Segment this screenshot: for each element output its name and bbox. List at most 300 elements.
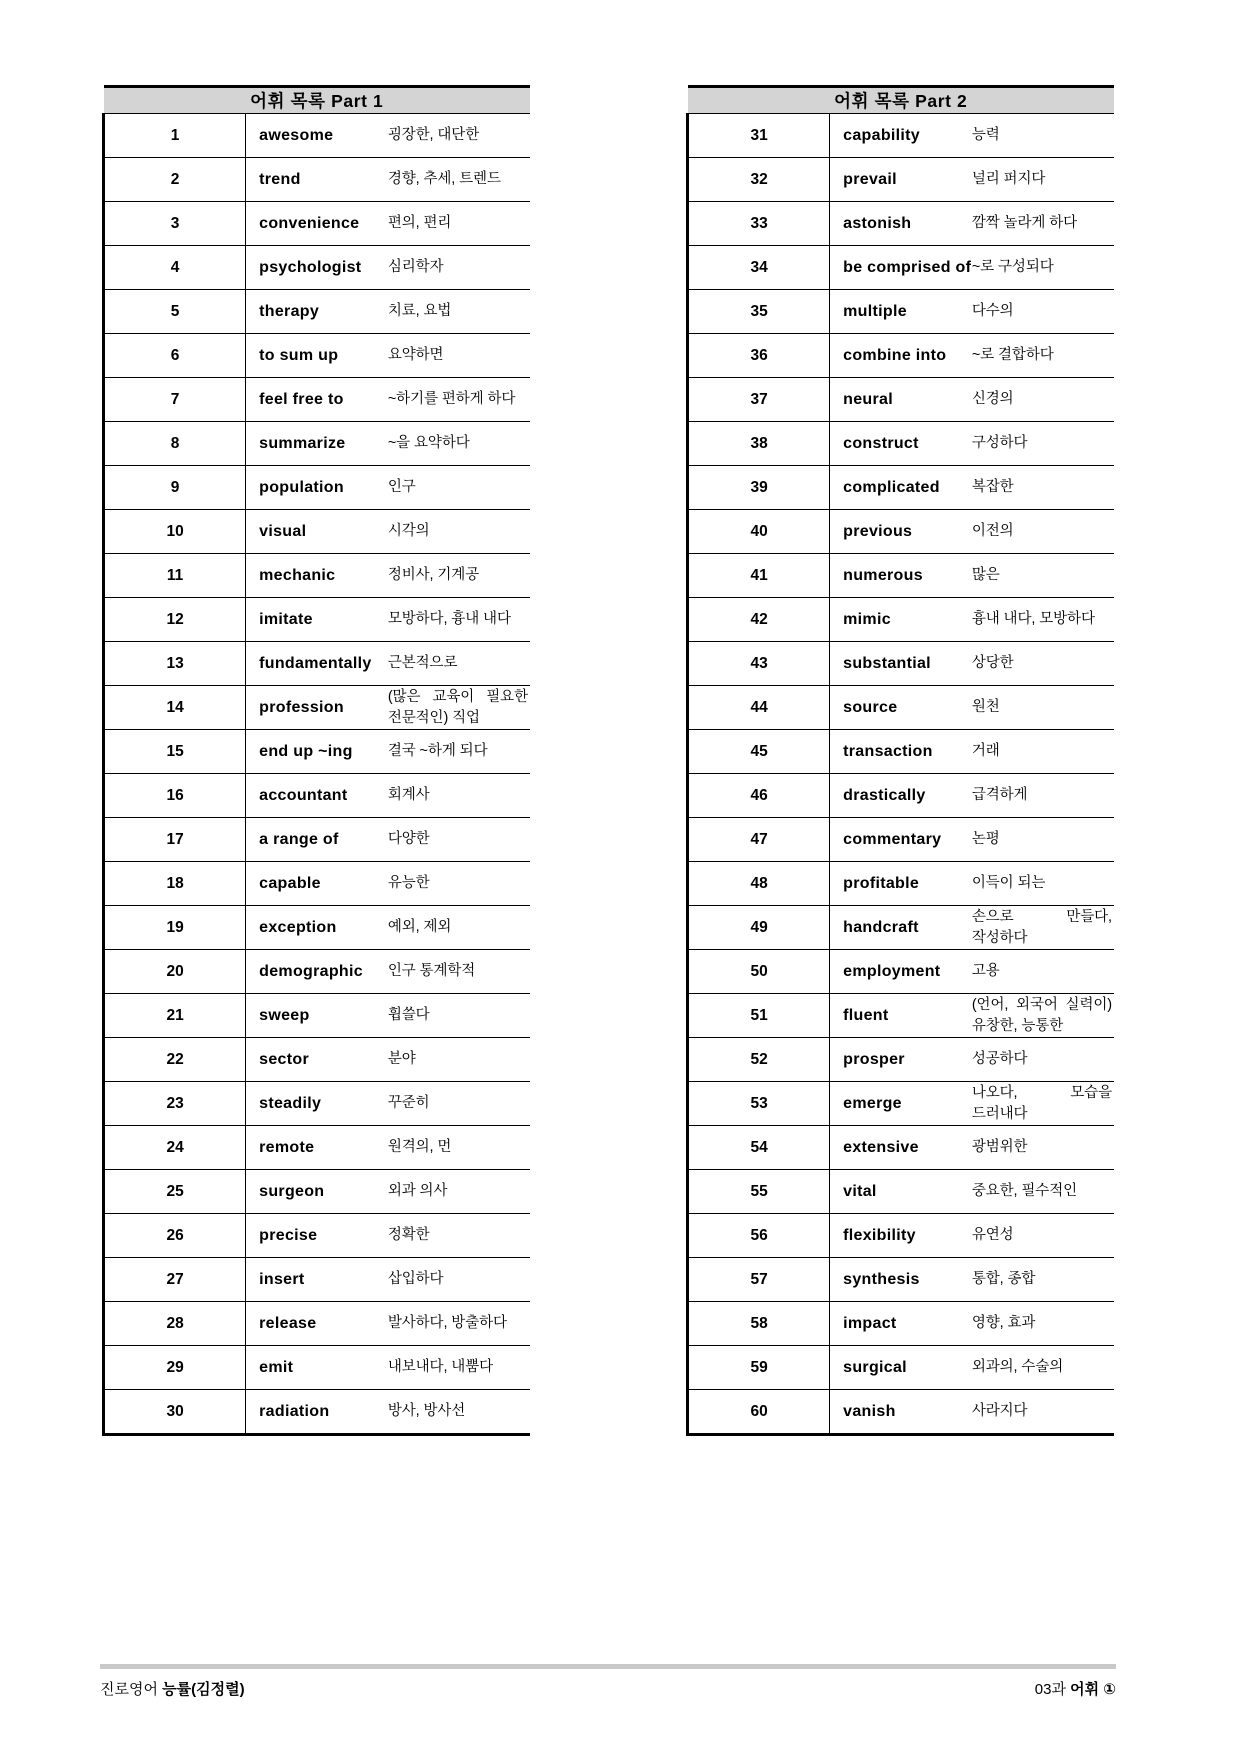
table-row [688, 1302, 1115, 1346]
definition-text: 모방하다, 흉내 내다 [387, 611, 511, 628]
vocabulary-word: mimic [830, 598, 972, 642]
vocabulary-definition [388, 378, 530, 422]
table-row [104, 1258, 531, 1302]
definition-text: ~로 구성되다 [971, 259, 1054, 276]
vocabulary-definition [388, 510, 530, 554]
definition-text: 다양한 [387, 831, 430, 848]
vocabulary-definition [388, 554, 530, 598]
definition-text: 구성하다 [971, 435, 1028, 452]
page-footer [100, 1678, 1116, 1699]
vocabulary-definition [388, 246, 530, 290]
table-header-row [688, 87, 1115, 114]
table-row [104, 1170, 531, 1214]
definition-text: ~하기를 편하게 하다 [387, 391, 516, 408]
table-row [104, 114, 531, 158]
vocabulary-definition [388, 730, 530, 774]
vocabulary-definition [972, 290, 1114, 334]
definition-text: 원격의, 먼 [387, 1139, 452, 1156]
vocabulary-word: fundamentally [246, 642, 388, 686]
footer-lesson-label: 03과 [1034, 1681, 1071, 1698]
row-number: 2 [104, 158, 246, 202]
vocabulary-definition [972, 202, 1114, 246]
vocabulary-word: employment [830, 950, 972, 994]
row-number: 55 [688, 1170, 830, 1214]
definition-text: 삽입하다 [387, 1271, 444, 1288]
table-row [688, 1346, 1115, 1390]
vocabulary-columns [102, 85, 1114, 1436]
definition-text: 급격하게 [971, 787, 1028, 804]
row-number: 48 [688, 862, 830, 906]
vocabulary-word: radiation [246, 1390, 388, 1435]
vocabulary-definition [388, 1302, 530, 1346]
vocabulary-word: source [830, 686, 972, 730]
definition-text: 휩쓸다 [387, 1007, 430, 1024]
vocabulary-word: convenience [246, 202, 388, 246]
vocabulary-definition [388, 1390, 530, 1435]
vocabulary-word: steadily [246, 1082, 388, 1126]
table-row [104, 422, 531, 466]
vocabulary-word: drastically [830, 774, 972, 818]
table-row [688, 818, 1115, 862]
row-number: 9 [104, 466, 246, 510]
definition-text: 광범위한 [971, 1139, 1028, 1156]
row-number: 19 [104, 906, 246, 950]
row-number: 50 [688, 950, 830, 994]
vocabulary-word: insert [246, 1258, 388, 1302]
vocabulary-word: awesome [246, 114, 388, 158]
table-row [104, 246, 531, 290]
vocabulary-definition [972, 774, 1114, 818]
vocabulary-definition [972, 906, 1114, 950]
vocabulary-word: profession [246, 686, 388, 730]
vocabulary-word: demographic [246, 950, 388, 994]
table-header-row [104, 87, 531, 114]
vocabulary-word: fluent [830, 994, 972, 1038]
definition-text: 유능한 [387, 875, 430, 892]
row-number: 44 [688, 686, 830, 730]
vocabulary-definition [388, 774, 530, 818]
table-row [104, 1346, 531, 1390]
vocabulary-word: imitate [246, 598, 388, 642]
vocabulary-definition [972, 642, 1114, 686]
vocabulary-word: visual [246, 510, 388, 554]
definition-text: 성공하다 [971, 1051, 1028, 1068]
vocabulary-definition [972, 422, 1114, 466]
row-number: 8 [104, 422, 246, 466]
definition-text: 꾸준히 [387, 1095, 430, 1112]
vocabulary-definition [388, 1346, 530, 1390]
table-row [688, 950, 1115, 994]
row-number: 33 [688, 202, 830, 246]
table-row [104, 290, 531, 334]
vocabulary-word: astonish [830, 202, 972, 246]
table-row [688, 246, 1115, 290]
row-number: 47 [688, 818, 830, 862]
vocabulary-word: release [246, 1302, 388, 1346]
row-number: 28 [104, 1302, 246, 1346]
definition-text: 예외, 제외 [387, 919, 452, 936]
vocabulary-word: prevail [830, 158, 972, 202]
row-number: 60 [688, 1390, 830, 1435]
vocabulary-word: surgical [830, 1346, 972, 1390]
table-row [104, 950, 531, 994]
table-row [104, 554, 531, 598]
row-number: 25 [104, 1170, 246, 1214]
row-number: 30 [104, 1390, 246, 1435]
definition-text: (언어, 외국어 실력이) 유창한, 능통한 [971, 996, 1112, 1034]
vocabulary-table-part1 [102, 85, 530, 1436]
vocabulary-definition [972, 510, 1114, 554]
table-row [688, 554, 1115, 598]
vocabulary-definition [972, 1346, 1114, 1390]
vocabulary-word: psychologist [246, 246, 388, 290]
table-row [688, 378, 1115, 422]
vocabulary-word: vanish [830, 1390, 972, 1435]
table-row [104, 158, 531, 202]
row-number: 37 [688, 378, 830, 422]
row-number: 38 [688, 422, 830, 466]
definition-text: 분야 [387, 1051, 416, 1068]
vocabulary-definition [972, 1302, 1114, 1346]
row-number: 41 [688, 554, 830, 598]
table-body [104, 87, 531, 114]
vocabulary-word: precise [246, 1214, 388, 1258]
vocabulary-word: remote [246, 1126, 388, 1170]
row-number: 20 [104, 950, 246, 994]
row-number: 29 [104, 1346, 246, 1390]
table-row [104, 774, 531, 818]
row-number: 35 [688, 290, 830, 334]
definition-text: 통합, 종합 [971, 1271, 1036, 1288]
row-number: 21 [104, 994, 246, 1038]
vocabulary-word: surgeon [246, 1170, 388, 1214]
footer-left-text [100, 1678, 245, 1699]
definition-text: 유연성 [971, 1227, 1014, 1244]
table-row [688, 466, 1115, 510]
vocabulary-definition [388, 334, 530, 378]
definition-text: 근본적으로 [387, 655, 458, 672]
vocabulary-word: previous [830, 510, 972, 554]
definition-text: 원천 [971, 699, 1000, 716]
vocabulary-definition [388, 1126, 530, 1170]
table-row [688, 1214, 1115, 1258]
table-row [688, 994, 1115, 1038]
table-row [688, 1038, 1115, 1082]
row-number: 32 [688, 158, 830, 202]
definition-text: 심리학자 [387, 259, 444, 276]
footer-divider [100, 1664, 1116, 1669]
vocabulary-definition [388, 1214, 530, 1258]
vocabulary-word: prosper [830, 1038, 972, 1082]
vocabulary-definition [972, 950, 1114, 994]
table-title: 어휘 목록 Part 2 [688, 87, 1115, 114]
table-row [104, 686, 531, 730]
vocabulary-definition [972, 686, 1114, 730]
row-number: 27 [104, 1258, 246, 1302]
definition-text: 내보내다, 내뿜다 [387, 1359, 494, 1376]
row-number: 24 [104, 1126, 246, 1170]
row-number: 16 [104, 774, 246, 818]
row-number: 22 [104, 1038, 246, 1082]
table-title: 어휘 목록 Part 1 [104, 87, 531, 114]
definition-text: 외과의, 수술의 [971, 1359, 1064, 1376]
vocabulary-definition [388, 950, 530, 994]
definition-text: ~을 요약하다 [387, 435, 470, 452]
vocabulary-word: be comprised of [830, 246, 972, 290]
definition-text: 신경의 [971, 391, 1014, 408]
vocabulary-definition [972, 994, 1114, 1038]
vocabulary-word: flexibility [830, 1214, 972, 1258]
table-row [688, 598, 1115, 642]
table-row [688, 906, 1115, 950]
vocabulary-word: end up ~ing [246, 730, 388, 774]
table-row [104, 818, 531, 862]
row-number: 43 [688, 642, 830, 686]
vocabulary-word: accountant [246, 774, 388, 818]
table-row [688, 730, 1115, 774]
row-number: 52 [688, 1038, 830, 1082]
vocabulary-word: transaction [830, 730, 972, 774]
table-header-group [688, 87, 1115, 114]
vocabulary-word: vital [830, 1170, 972, 1214]
table-row [688, 774, 1115, 818]
vocabulary-definition [388, 1038, 530, 1082]
vocabulary-definition [388, 818, 530, 862]
vocabulary-definition [388, 290, 530, 334]
table-row [688, 686, 1115, 730]
table-row [688, 290, 1115, 334]
vocabulary-definition [388, 598, 530, 642]
definition-text: 경향, 추세, 트렌드 [387, 171, 501, 188]
definition-text: 요약하면 [387, 347, 444, 364]
vocabulary-word: neural [830, 378, 972, 422]
definition-text: 방사, 방사선 [387, 1403, 466, 1420]
row-number: 4 [104, 246, 246, 290]
definition-text: 발사하다, 방출하다 [387, 1315, 507, 1332]
vocabulary-word: profitable [830, 862, 972, 906]
definition-text: 굉장한, 대단한 [387, 127, 480, 144]
definition-text: 능력 [971, 127, 1000, 144]
vocabulary-definition [388, 466, 530, 510]
row-number: 12 [104, 598, 246, 642]
table-row [104, 1390, 531, 1435]
footer-course-label: 진로영어 [100, 1681, 163, 1698]
row-number: 56 [688, 1214, 830, 1258]
vocabulary-word: multiple [830, 290, 972, 334]
row-number: 45 [688, 730, 830, 774]
vocabulary-word: numerous [830, 554, 972, 598]
row-number: 40 [688, 510, 830, 554]
vocabulary-word: substantial [830, 642, 972, 686]
vocabulary-word: emerge [830, 1082, 972, 1126]
table-row [688, 1258, 1115, 1302]
table-row [104, 906, 531, 950]
table-row [104, 378, 531, 422]
vocabulary-definition [388, 862, 530, 906]
vocabulary-table-part2 [686, 85, 1114, 1436]
table-row [104, 862, 531, 906]
row-number: 14 [104, 686, 246, 730]
definition-text: 논평 [971, 831, 1000, 848]
vocabulary-word: construct [830, 422, 972, 466]
vocabulary-definition [388, 158, 530, 202]
vocabulary-definition [388, 1082, 530, 1126]
vocabulary-definition [972, 466, 1114, 510]
table-row [104, 598, 531, 642]
vocabulary-definition [972, 598, 1114, 642]
vocabulary-word: exception [246, 906, 388, 950]
definition-text: 치료, 요법 [387, 303, 452, 320]
definition-text: 거래 [971, 743, 1000, 760]
vocabulary-definition [972, 730, 1114, 774]
definition-text: 상당한 [971, 655, 1014, 672]
table-row [688, 1390, 1115, 1435]
row-number: 34 [688, 246, 830, 290]
vocabulary-word: population [246, 466, 388, 510]
definition-text: 널리 퍼지다 [971, 171, 1046, 188]
table-row [104, 642, 531, 686]
vocabulary-word: commentary [830, 818, 972, 862]
definition-text: 복잡한 [971, 479, 1014, 496]
vocabulary-word: feel free to [246, 378, 388, 422]
vocabulary-definition [972, 862, 1114, 906]
vocabulary-word: impact [830, 1302, 972, 1346]
row-number: 46 [688, 774, 830, 818]
vocabulary-definition [972, 246, 1114, 290]
definition-text: 고용 [971, 963, 1000, 980]
row-number: 10 [104, 510, 246, 554]
vocabulary-definition [388, 114, 530, 158]
definition-text: 나오다, 모습을 드러내다 [971, 1084, 1112, 1122]
table-row [688, 862, 1115, 906]
definition-text: 정확한 [387, 1227, 430, 1244]
vocabulary-word: combine into [830, 334, 972, 378]
row-number: 6 [104, 334, 246, 378]
table-row [688, 114, 1115, 158]
row-number: 49 [688, 906, 830, 950]
vocabulary-definition [972, 1390, 1114, 1435]
vocabulary-definition [972, 1126, 1114, 1170]
vocabulary-word: sector [246, 1038, 388, 1082]
vocabulary-definition [388, 202, 530, 246]
definition-text: 흉내 내다, 모방하다 [971, 611, 1095, 628]
vocabulary-definition [972, 158, 1114, 202]
vocabulary-word: complicated [830, 466, 972, 510]
vocabulary-word: emit [246, 1346, 388, 1390]
definition-text: 편의, 편리 [387, 215, 452, 232]
vocabulary-definition [388, 906, 530, 950]
vocabulary-definition [388, 1258, 530, 1302]
table-row [104, 466, 531, 510]
footer-section-label: 어휘 ① [1070, 1681, 1116, 1698]
vocabulary-definition [388, 422, 530, 466]
vocabulary-definition [972, 818, 1114, 862]
vocabulary-definition [972, 1038, 1114, 1082]
table-row [104, 730, 531, 774]
row-number: 17 [104, 818, 246, 862]
definition-text: ~로 결합하다 [971, 347, 1054, 364]
row-number: 54 [688, 1126, 830, 1170]
footer-publisher-label: 능률(김정렬) [162, 1681, 245, 1698]
row-number: 23 [104, 1082, 246, 1126]
footer-right-text [1035, 1678, 1116, 1699]
table-row [104, 1126, 531, 1170]
vocabulary-word: extensive [830, 1126, 972, 1170]
table-row [104, 1082, 531, 1126]
vocabulary-word: synthesis [830, 1258, 972, 1302]
vocabulary-word: therapy [246, 290, 388, 334]
vocabulary-word: sweep [246, 994, 388, 1038]
vocabulary-word: a range of [246, 818, 388, 862]
row-number: 5 [104, 290, 246, 334]
table-row [104, 994, 531, 1038]
row-number: 31 [688, 114, 830, 158]
definition-text: 인구 통계학적 [387, 963, 476, 980]
row-number: 26 [104, 1214, 246, 1258]
definition-text: 외과 의사 [387, 1183, 448, 1200]
definition-text: (많은 교육이 필요한 전문적인) 직업 [387, 688, 528, 726]
vocabulary-definition [388, 642, 530, 686]
table-row [688, 510, 1115, 554]
table-row [104, 334, 531, 378]
table-row [688, 422, 1115, 466]
table-row [104, 202, 531, 246]
row-number: 7 [104, 378, 246, 422]
row-number: 42 [688, 598, 830, 642]
table-rows-part2 [688, 114, 1115, 1435]
vocabulary-definition [972, 554, 1114, 598]
definition-text: 인구 [387, 479, 416, 496]
vocabulary-definition [972, 114, 1114, 158]
vocabulary-word: capability [830, 114, 972, 158]
vocabulary-word: to sum up [246, 334, 388, 378]
vocabulary-word: capable [246, 862, 388, 906]
row-number: 51 [688, 994, 830, 1038]
definition-text: 정비사, 기계공 [387, 567, 480, 584]
definition-text: 중요한, 필수적인 [971, 1183, 1078, 1200]
row-number: 3 [104, 202, 246, 246]
vocabulary-definition [972, 334, 1114, 378]
definition-text: 손으로 만들다, 작성하다 [971, 908, 1112, 946]
table-row [104, 1214, 531, 1258]
definition-text: 결국 ~하게 되다 [387, 743, 488, 760]
definition-text: 사라지다 [971, 1403, 1028, 1420]
table-row [104, 510, 531, 554]
vocabulary-definition [388, 994, 530, 1038]
table-row [104, 1038, 531, 1082]
row-number: 53 [688, 1082, 830, 1126]
vocabulary-definition [972, 1258, 1114, 1302]
table-row [104, 1302, 531, 1346]
vocabulary-definition [972, 378, 1114, 422]
vocabulary-definition [972, 1170, 1114, 1214]
definition-text: 깜짝 놀라게 하다 [971, 215, 1078, 232]
table-rows-part1 [104, 114, 531, 1435]
table-row [688, 1170, 1115, 1214]
row-number: 13 [104, 642, 246, 686]
vocabulary-word: mechanic [246, 554, 388, 598]
definition-text: 회계사 [387, 787, 430, 804]
vocabulary-definition [388, 1170, 530, 1214]
vocabulary-word: summarize [246, 422, 388, 466]
row-number: 36 [688, 334, 830, 378]
table-row [688, 642, 1115, 686]
row-number: 58 [688, 1302, 830, 1346]
row-number: 18 [104, 862, 246, 906]
definition-text: 많은 [971, 567, 1000, 584]
definition-text: 다수의 [971, 303, 1014, 320]
row-number: 59 [688, 1346, 830, 1390]
